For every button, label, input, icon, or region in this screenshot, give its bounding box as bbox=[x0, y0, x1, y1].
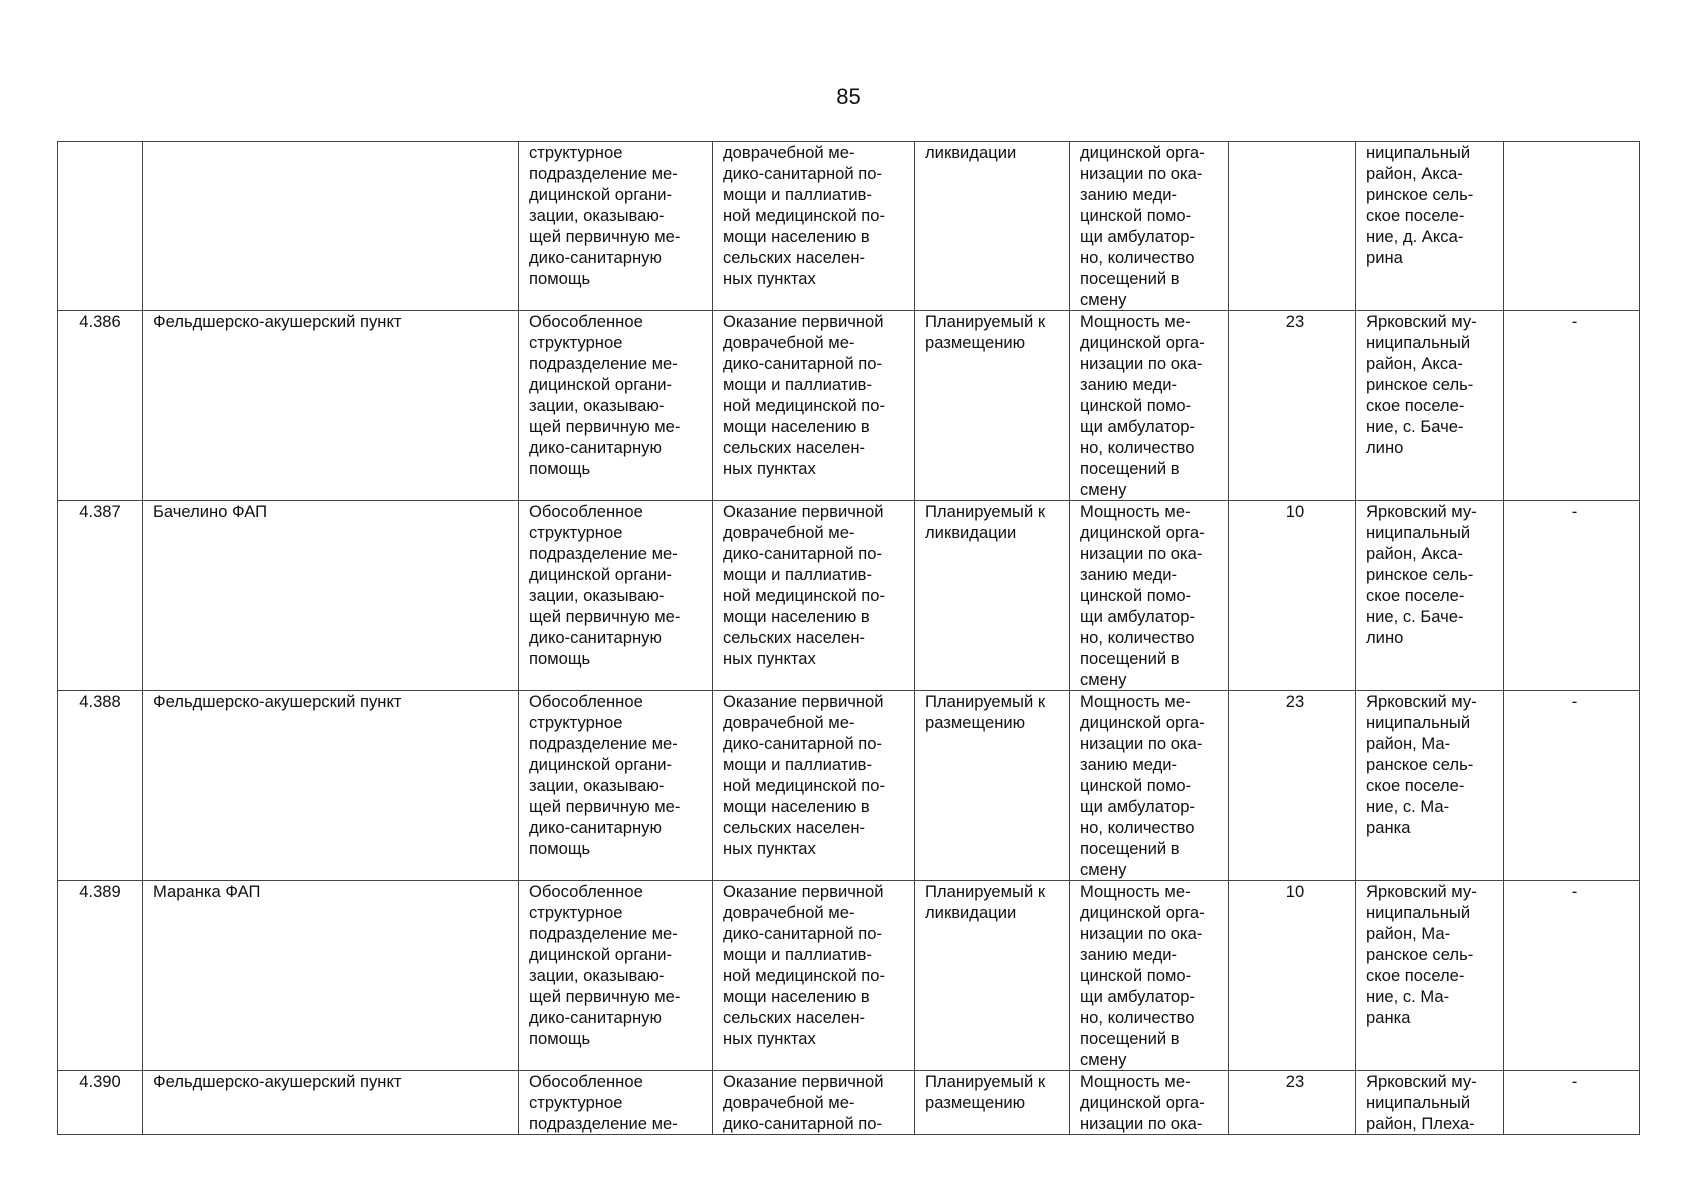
facility-note: - bbox=[1504, 501, 1640, 691]
facility-purpose: Оказание первичной доврачебной ме- дико-санитарной по- bbox=[713, 1071, 915, 1135]
facility-status: Планируемый к размещению bbox=[915, 311, 1070, 501]
facility-purpose: Оказание первичной доврачебной ме- дико-санитарной по- мощи и паллиатив- ной медицинской по- мощи населению в сельских населен- ных пунктах bbox=[713, 881, 915, 1071]
facility-note: - bbox=[1504, 311, 1640, 501]
table-row bbox=[58, 142, 1640, 311]
row-number: 4.390 bbox=[58, 1071, 143, 1135]
facility-location: Ярковский му- ниципальный район, Акса- ринское сель- ское поселе- ние, с. Баче- лино bbox=[1356, 501, 1504, 691]
capacity-indicator: Мощность ме- дицинской орга- низации по ока- занию меди- цинской помо- щи амбулатор- но, количество посещений в смену bbox=[1070, 691, 1229, 881]
facility-type: Обособленное структурное подразделение ме- дицинской органи- зации, оказываю- щей первичную ме- дико-санитарную помощь bbox=[519, 881, 713, 1071]
capacity-value: 23 bbox=[1229, 311, 1356, 501]
facility-name: Маранка ФАП bbox=[143, 881, 519, 1071]
facility-name: Бачелино ФАП bbox=[143, 501, 519, 691]
facility-location: ниципальный район, Акса- ринское сель- ское поселе- ние, д. Акса- рина bbox=[1356, 142, 1504, 311]
capacity-indicator: Мощность ме- дицинской орга- низации по ока- занию меди- цинской помо- щи амбулатор- но, количество посещений в смену bbox=[1070, 881, 1229, 1071]
facility-purpose: Оказание первичной доврачебной ме- дико-санитарной по- мощи и паллиатив- ной медицинской по- мощи населению в сельских населен- ных пунктах bbox=[713, 501, 915, 691]
facility-status: Планируемый к размещению bbox=[915, 691, 1070, 881]
page-number: 85 bbox=[836, 84, 861, 109]
table-row bbox=[58, 881, 1640, 1071]
facility-note: - bbox=[1504, 881, 1640, 1071]
facility-note: - bbox=[1504, 1071, 1640, 1135]
table-row bbox=[58, 501, 1640, 691]
facility-status: Планируемый к ликвидации bbox=[915, 881, 1070, 1071]
facility-type: Обособленное структурное подразделение ме- bbox=[519, 1071, 713, 1135]
facility-status: ликвидации bbox=[915, 142, 1070, 311]
facility-name: Фельдшерско-акушерский пункт bbox=[143, 311, 519, 501]
facility-purpose: Оказание первичной доврачебной ме- дико-санитарной по- мощи и паллиатив- ной медицинской по- мощи населению в сельских населен- ных пунктах bbox=[713, 691, 915, 881]
facility-status: Планируемый к размещению bbox=[915, 1071, 1070, 1135]
facility-name: Фельдшерско-акушерский пункт bbox=[143, 691, 519, 881]
facility-name bbox=[143, 142, 519, 311]
facility-name: Фельдшерско-акушерский пункт bbox=[143, 1071, 519, 1135]
capacity-value bbox=[1229, 142, 1356, 311]
facility-location: Ярковский му- ниципальный район, Ма- ранское сель- ское поселе- ние, с. Ма- ранка bbox=[1356, 881, 1504, 1071]
facility-type: Обособленное структурное подразделение ме- дицинской органи- зации, оказываю- щей первичную ме- дико-санитарную помощь bbox=[519, 501, 713, 691]
capacity-indicator: Мощность ме- дицинской орга- низации по ока- bbox=[1070, 1071, 1229, 1135]
row-number: 4.389 bbox=[58, 881, 143, 1071]
facility-status: Планируемый к ликвидации bbox=[915, 501, 1070, 691]
facility-location: Ярковский му- ниципальный район, Ма- ранское сель- ское поселе- ние, с. Ма- ранка bbox=[1356, 691, 1504, 881]
facility-purpose: Оказание первичной доврачебной ме- дико-санитарной по- мощи и паллиатив- ной медицинской по- мощи населению в сельских населен- ных пунктах bbox=[713, 311, 915, 501]
capacity-value: 23 bbox=[1229, 691, 1356, 881]
facility-note bbox=[1504, 142, 1640, 311]
facility-note: - bbox=[1504, 691, 1640, 881]
capacity-indicator: Мощность ме- дицинской орга- низации по ока- занию меди- цинской помо- щи амбулатор- но, количество посещений в смену bbox=[1070, 311, 1229, 501]
facility-purpose: доврачебной ме- дико-санитарной по- мощи и паллиатив- ной медицинской по- мощи населению в сельских населен- ных пунктах bbox=[713, 142, 915, 311]
row-number: 4.386 bbox=[58, 311, 143, 501]
table-row bbox=[58, 1071, 1640, 1135]
facility-location: Ярковский му- ниципальный район, Акса- ринское сель- ское поселе- ние, с. Баче- лино bbox=[1356, 311, 1504, 501]
facilities-table bbox=[57, 141, 1640, 1135]
facility-type: Обособленное структурное подразделение ме- дицинской органи- зации, оказываю- щей первичную ме- дико-санитарную помощь bbox=[519, 691, 713, 881]
row-number bbox=[58, 142, 143, 311]
capacity-indicator: Мощность ме- дицинской орга- низации по ока- занию меди- цинской помо- щи амбулатор- но, количество посещений в смену bbox=[1070, 501, 1229, 691]
table-row bbox=[58, 311, 1640, 501]
facility-type: Обособленное структурное подразделение ме- дицинской органи- зации, оказываю- щей первичную ме- дико-санитарную помощь bbox=[519, 311, 713, 501]
capacity-value: 23 bbox=[1229, 1071, 1356, 1135]
row-number: 4.388 bbox=[58, 691, 143, 881]
table-row bbox=[58, 691, 1640, 881]
capacity-value: 10 bbox=[1229, 881, 1356, 1071]
row-number: 4.387 bbox=[58, 501, 143, 691]
capacity-value: 10 bbox=[1229, 501, 1356, 691]
facility-location: Ярковский му- ниципальный район, Плеха- bbox=[1356, 1071, 1504, 1135]
capacity-indicator: дицинской орга- низации по ока- занию меди- цинской помо- щи амбулатор- но, количество посещений в смену bbox=[1070, 142, 1229, 311]
facility-type: структурное подразделение ме- дицинской органи- зации, оказываю- щей первичную ме- дико-санитарную помощь bbox=[519, 142, 713, 311]
